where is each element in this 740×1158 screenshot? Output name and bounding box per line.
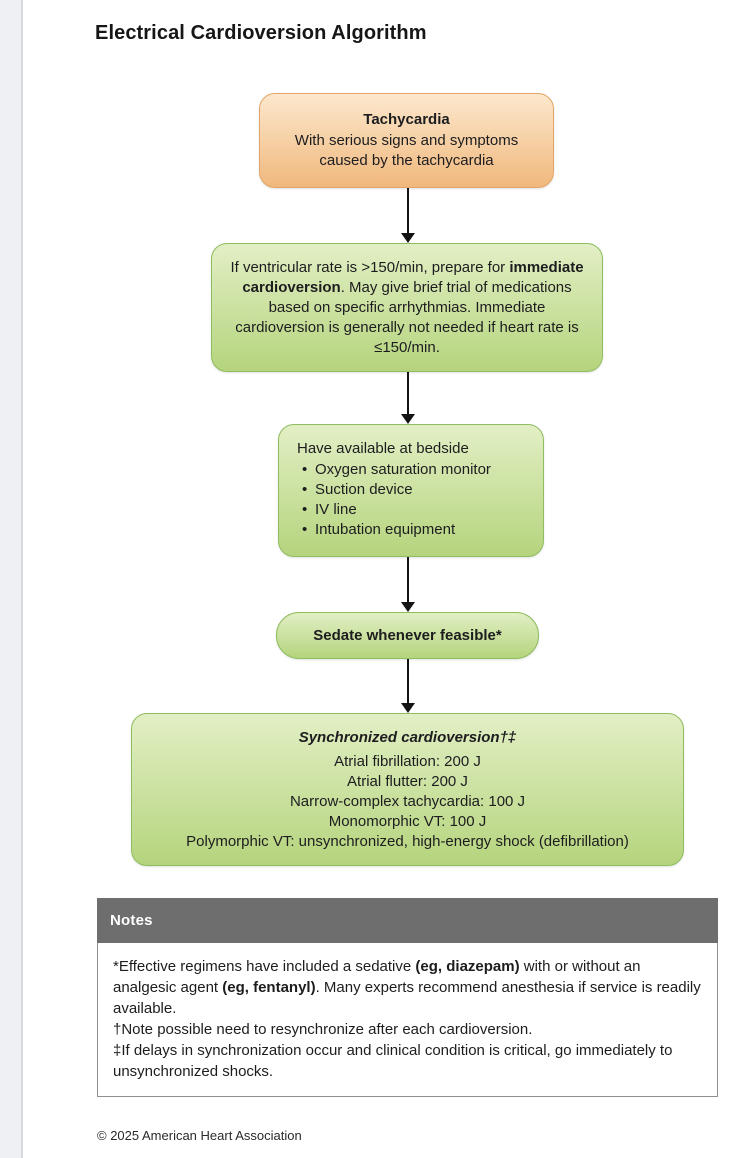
copyright-text: © 2025 American Heart Association xyxy=(97,1128,302,1143)
note-resynchronize: †Note possible need to resynchronize after each cardioversion. xyxy=(113,1021,533,1038)
bedside-item: • Intubation equipment xyxy=(297,520,543,540)
sync-heading: Synchronized cardioversion†‡ xyxy=(298,728,517,746)
prepare-text xyxy=(226,258,588,358)
tachycardia-heading: Tachycardia xyxy=(363,111,450,128)
note1-seg1: *Effective regimens have included a sedative xyxy=(113,958,416,975)
down-arrow xyxy=(401,659,415,713)
down-arrow xyxy=(401,372,415,424)
algorithm-page xyxy=(25,0,740,1158)
flow-box-immediate-cardioversion xyxy=(211,243,603,372)
tachycardia-body: With serious signs and symptoms caused by the tachycardia xyxy=(294,132,519,169)
sync-line: Polymorphic VT: unsynchronized, high-energy shock (defibrillation) xyxy=(186,832,629,850)
prepare-seg1: If ventricular rate is >150/min, prepare for xyxy=(230,258,510,276)
sync-line: Narrow-complex tachycardia: 100 J xyxy=(289,792,526,810)
prepare-seg3: . May give brief trial of medications based on specific arrhythmias. Immediate cardioversion is generally not needed if heart rate is ≤150/min. xyxy=(235,278,579,356)
prepare-seg2-bold: immediate cardioversion xyxy=(242,258,584,296)
flow-box-sedate xyxy=(276,612,539,659)
bedside-item: • IV line xyxy=(297,500,543,520)
note1-seg5: . Many experts recommend anesthesia if service is readily available. xyxy=(113,979,701,1017)
flow-box-bedside-equipment xyxy=(278,424,544,557)
note1-seg2-bold: (eg, diazepam) xyxy=(415,958,520,975)
down-arrow xyxy=(401,557,415,612)
page-title: Electrical Cardioversion Algorithm xyxy=(95,22,427,44)
note1-seg4-bold: (eg, fentanyl) xyxy=(222,979,316,996)
bedside-item: • Oxygen saturation monitor xyxy=(297,460,543,480)
notes-header: Notes xyxy=(97,898,718,943)
page-edge-strip xyxy=(0,0,23,1158)
sync-line: Monomorphic VT: 100 J xyxy=(328,812,487,830)
down-arrow xyxy=(401,188,415,243)
note-sedative xyxy=(113,956,703,1019)
sync-line: Atrial flutter: 200 J xyxy=(347,772,468,790)
bedside-list xyxy=(297,460,543,540)
sedate-label: Sedate whenever feasible* xyxy=(313,626,502,644)
flow-box-tachycardia xyxy=(259,93,554,188)
bedside-item: • Suction device xyxy=(297,480,543,500)
note-delays: ‡If delays in synchronization occur and clinical condition is critical, go immediately to unsynchronized shocks. xyxy=(113,1042,673,1080)
notes-body xyxy=(98,943,717,1096)
sync-line: Atrial fibrillation: 200 J xyxy=(334,752,481,770)
note1-seg3: with or without an analgesic agent xyxy=(113,958,641,996)
bedside-heading: Have available at bedside xyxy=(297,440,469,457)
flow-box-synchronized-cardioversion xyxy=(131,713,684,866)
notes-panel xyxy=(97,898,718,1097)
